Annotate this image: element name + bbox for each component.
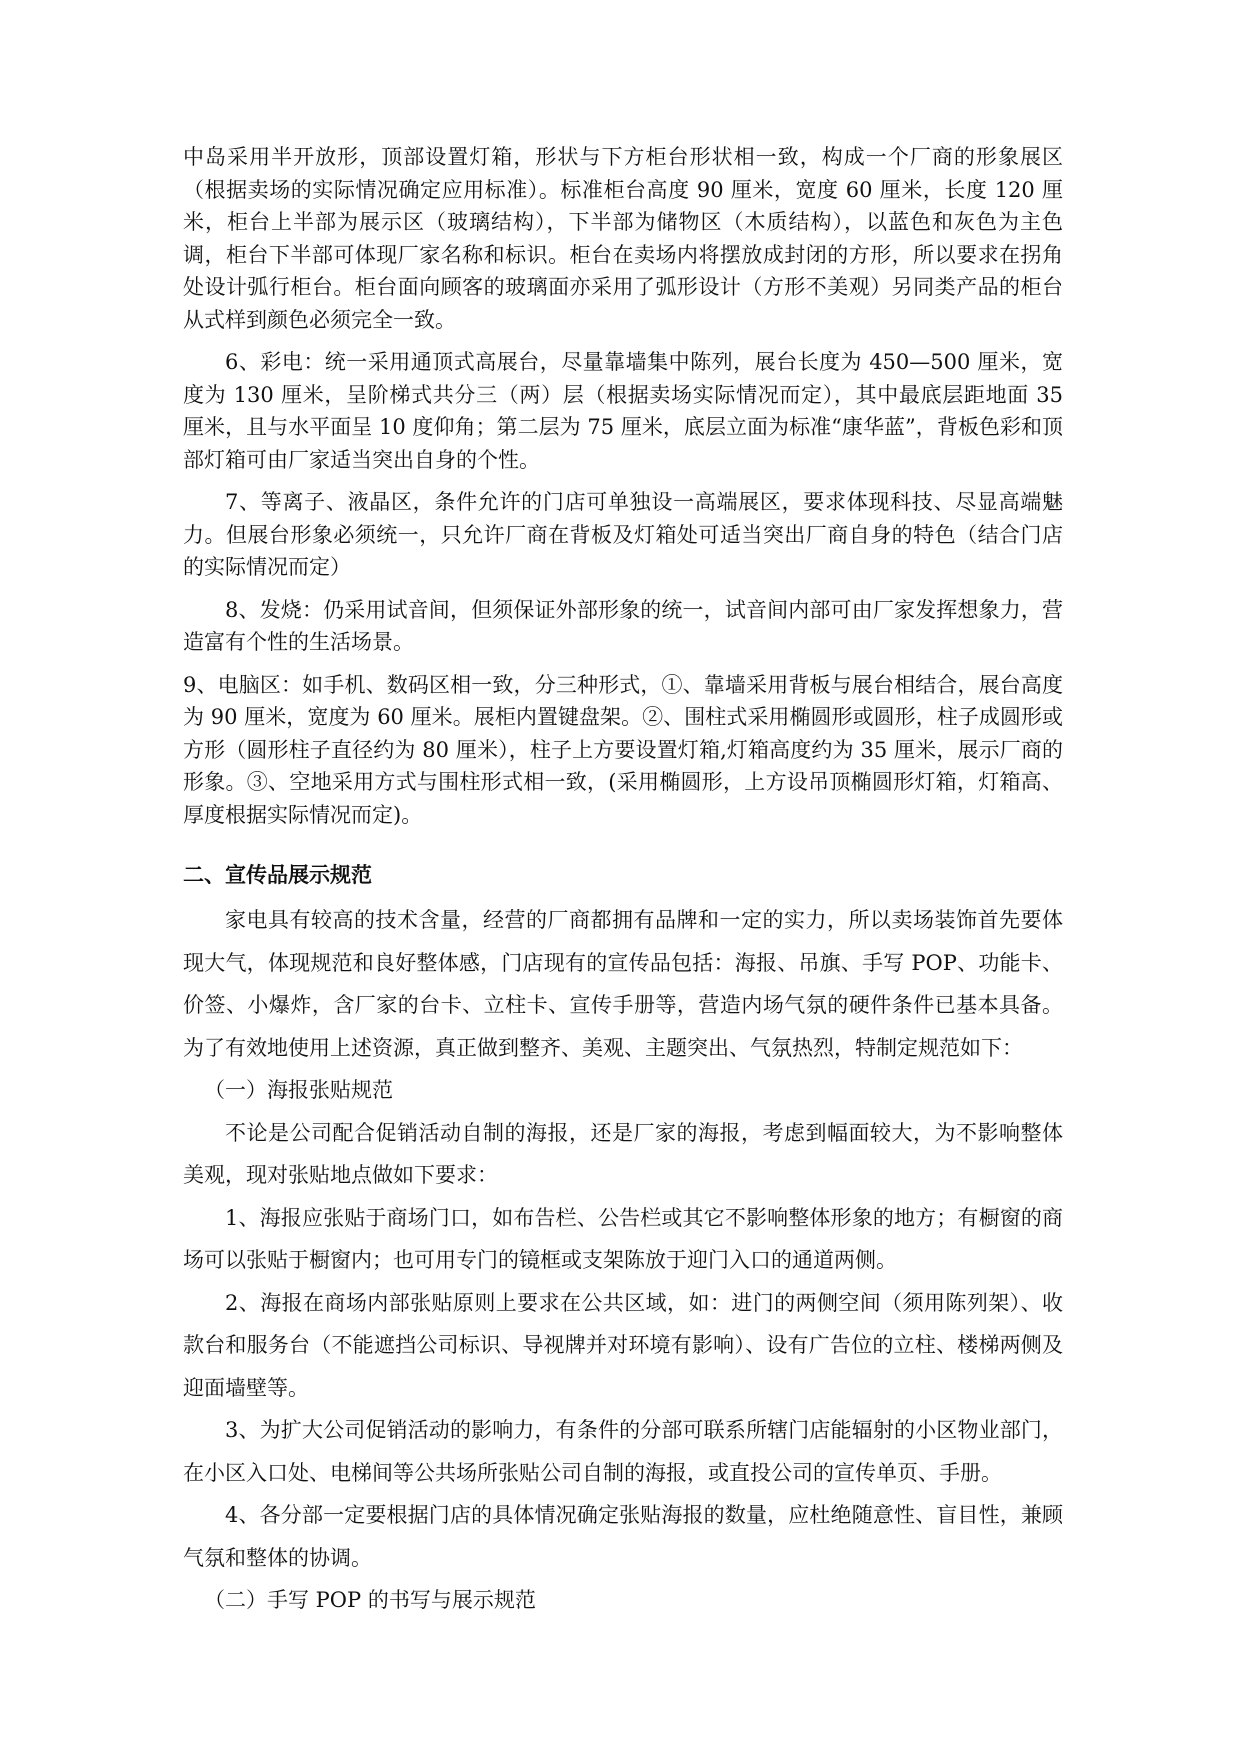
paragraph-hifi: 8、发烧：仍采用试音间，但须保证外部形象的统一，试音间内部可由厂家发挥想象力，营造富有个性的生活场景。 xyxy=(183,597,1063,654)
subheading-pop: （二）手写 POP 的书写与展示规范 xyxy=(204,1588,536,1612)
list-item: 3、为扩大公司促销活动的影响力，有条件的分部可联系所辖门店能辐射的小区物业部门，在小区入口处、电梯间等公共场所张贴公司自制的海报，或直投公司的宣传单页、手册。 xyxy=(183,1418,1063,1485)
list-item: 2、海报在商场内部张贴原则上要求在公共区域，如：进门的两侧空间（须用陈列架）、收款台和服务台（不能遮挡公司标识、导视牌并对环境有影响）、设有广告位的立柱、楼梯两侧及迎面墙壁等。 xyxy=(183,1290,1063,1400)
paragraph-tv: 6、彩电：统一采用通顶式高展台，尽量靠墙集中陈列，展台长度为 450—500 厘米，宽度为 130 厘米，呈阶梯式共分三（两）层（根据卖场实际情况而定），其中最底层距地面 35 厘米，且与水平面呈 10 度仰角；第二层为 75 厘米，底层立面为标准“康华蓝”，背板色彩和顶部灯箱可由厂家适当突出自身的个性。 xyxy=(183,350,1063,472)
subheading-poster: （一）海报张贴规范 xyxy=(204,1078,393,1102)
paragraph-poster-intro: 不论是公司配合促销活动自制的海报，还是厂家的海报，考虑到幅面较大，为不影响整体美观，现对张贴地点做如下要求： xyxy=(183,1120,1063,1187)
paragraph-island-counter: 中岛采用半开放形，顶部设置灯箱，形状与下方柜台形状相一致，构成一个厂商的形象展区（根据卖场的实际情况确定应用标准）。标准柜台高度 90 厘米，宽度 60 厘米，长度 120 厘米，柜台上半部为展示区（玻璃结构），下半部为储物区（木质结构），以蓝色和灰色为主色调，柜台下半部可体现厂家名称和标识。柜台在卖场内将摆放成封闭的方形，所以要求在拐角处设计弧行柜台。柜台面向顾客的玻璃面亦采用了弧形设计（方形不美观）另同类产品的柜台从式样到颜色必须完全一致。 xyxy=(183,145,1063,332)
section-display-counters xyxy=(183,141,1063,831)
paragraph-computer: 9、电脑区：如手机、数码区相一致，分三种形式，①、靠墙采用背板与展台相结合，展台高度为 90 厘米，宽度为 60 厘米。展柜内置键盘架。②、围柱式采用椭圆形或圆形，柱子成圆形或方形（圆形柱子直径约为 80 厘米），柱子上方要设置灯箱,灯箱高度约为 35 厘米，展示厂商的形象。③、空地采用方式与围柱形式相一致，(采用椭圆形，上方设吊顶椭圆形灯箱，灯箱高、厚度根据实际情况而定)。 xyxy=(183,672,1063,827)
document-page xyxy=(183,141,1063,1622)
list-item: 1、海报应张贴于商场门口，如布告栏、公告栏或其它不影响整体形象的地方；有橱窗的商场可以张贴于橱窗内；也可用专门的镜框或支架陈放于迎门入口的通道两侧。 xyxy=(183,1205,1063,1272)
section-heading: 二、宣传品展示规范 xyxy=(183,863,372,887)
paragraph-plasma-lcd: 7、等离子、液晶区，条件允许的门店可单独设一高端展区，要求体现科技、尽显高端魅力。但展台形象必须统一，只允许厂商在背板及灯箱处可适当突出厂商自身的特色（结合门店的实际情况而定） xyxy=(183,490,1063,579)
list-item: 4、各分部一定要根据门店的具体情况确定张贴海报的数量，应杜绝随意性、盲目性，兼顾气氛和整体的协调。 xyxy=(183,1503,1063,1570)
paragraph-intro: 家电具有较高的技术含量，经营的厂商都拥有品牌和一定的实力，所以卖场装饰首先要体现大气，体现规范和良好整体感，门店现有的宣传品包括：海报、吊旗、手写 POP、功能卡、价签、小爆炸，含厂家的台卡、立柱卡、宣传手册等，营造内场气氛的硬件条件已基本具备。为了有效地使用上述资源，真正做到整齐、美观、主题突出、气氛热烈，特制定规范如下： xyxy=(183,908,1063,1060)
section-promo-materials xyxy=(183,899,1063,1622)
